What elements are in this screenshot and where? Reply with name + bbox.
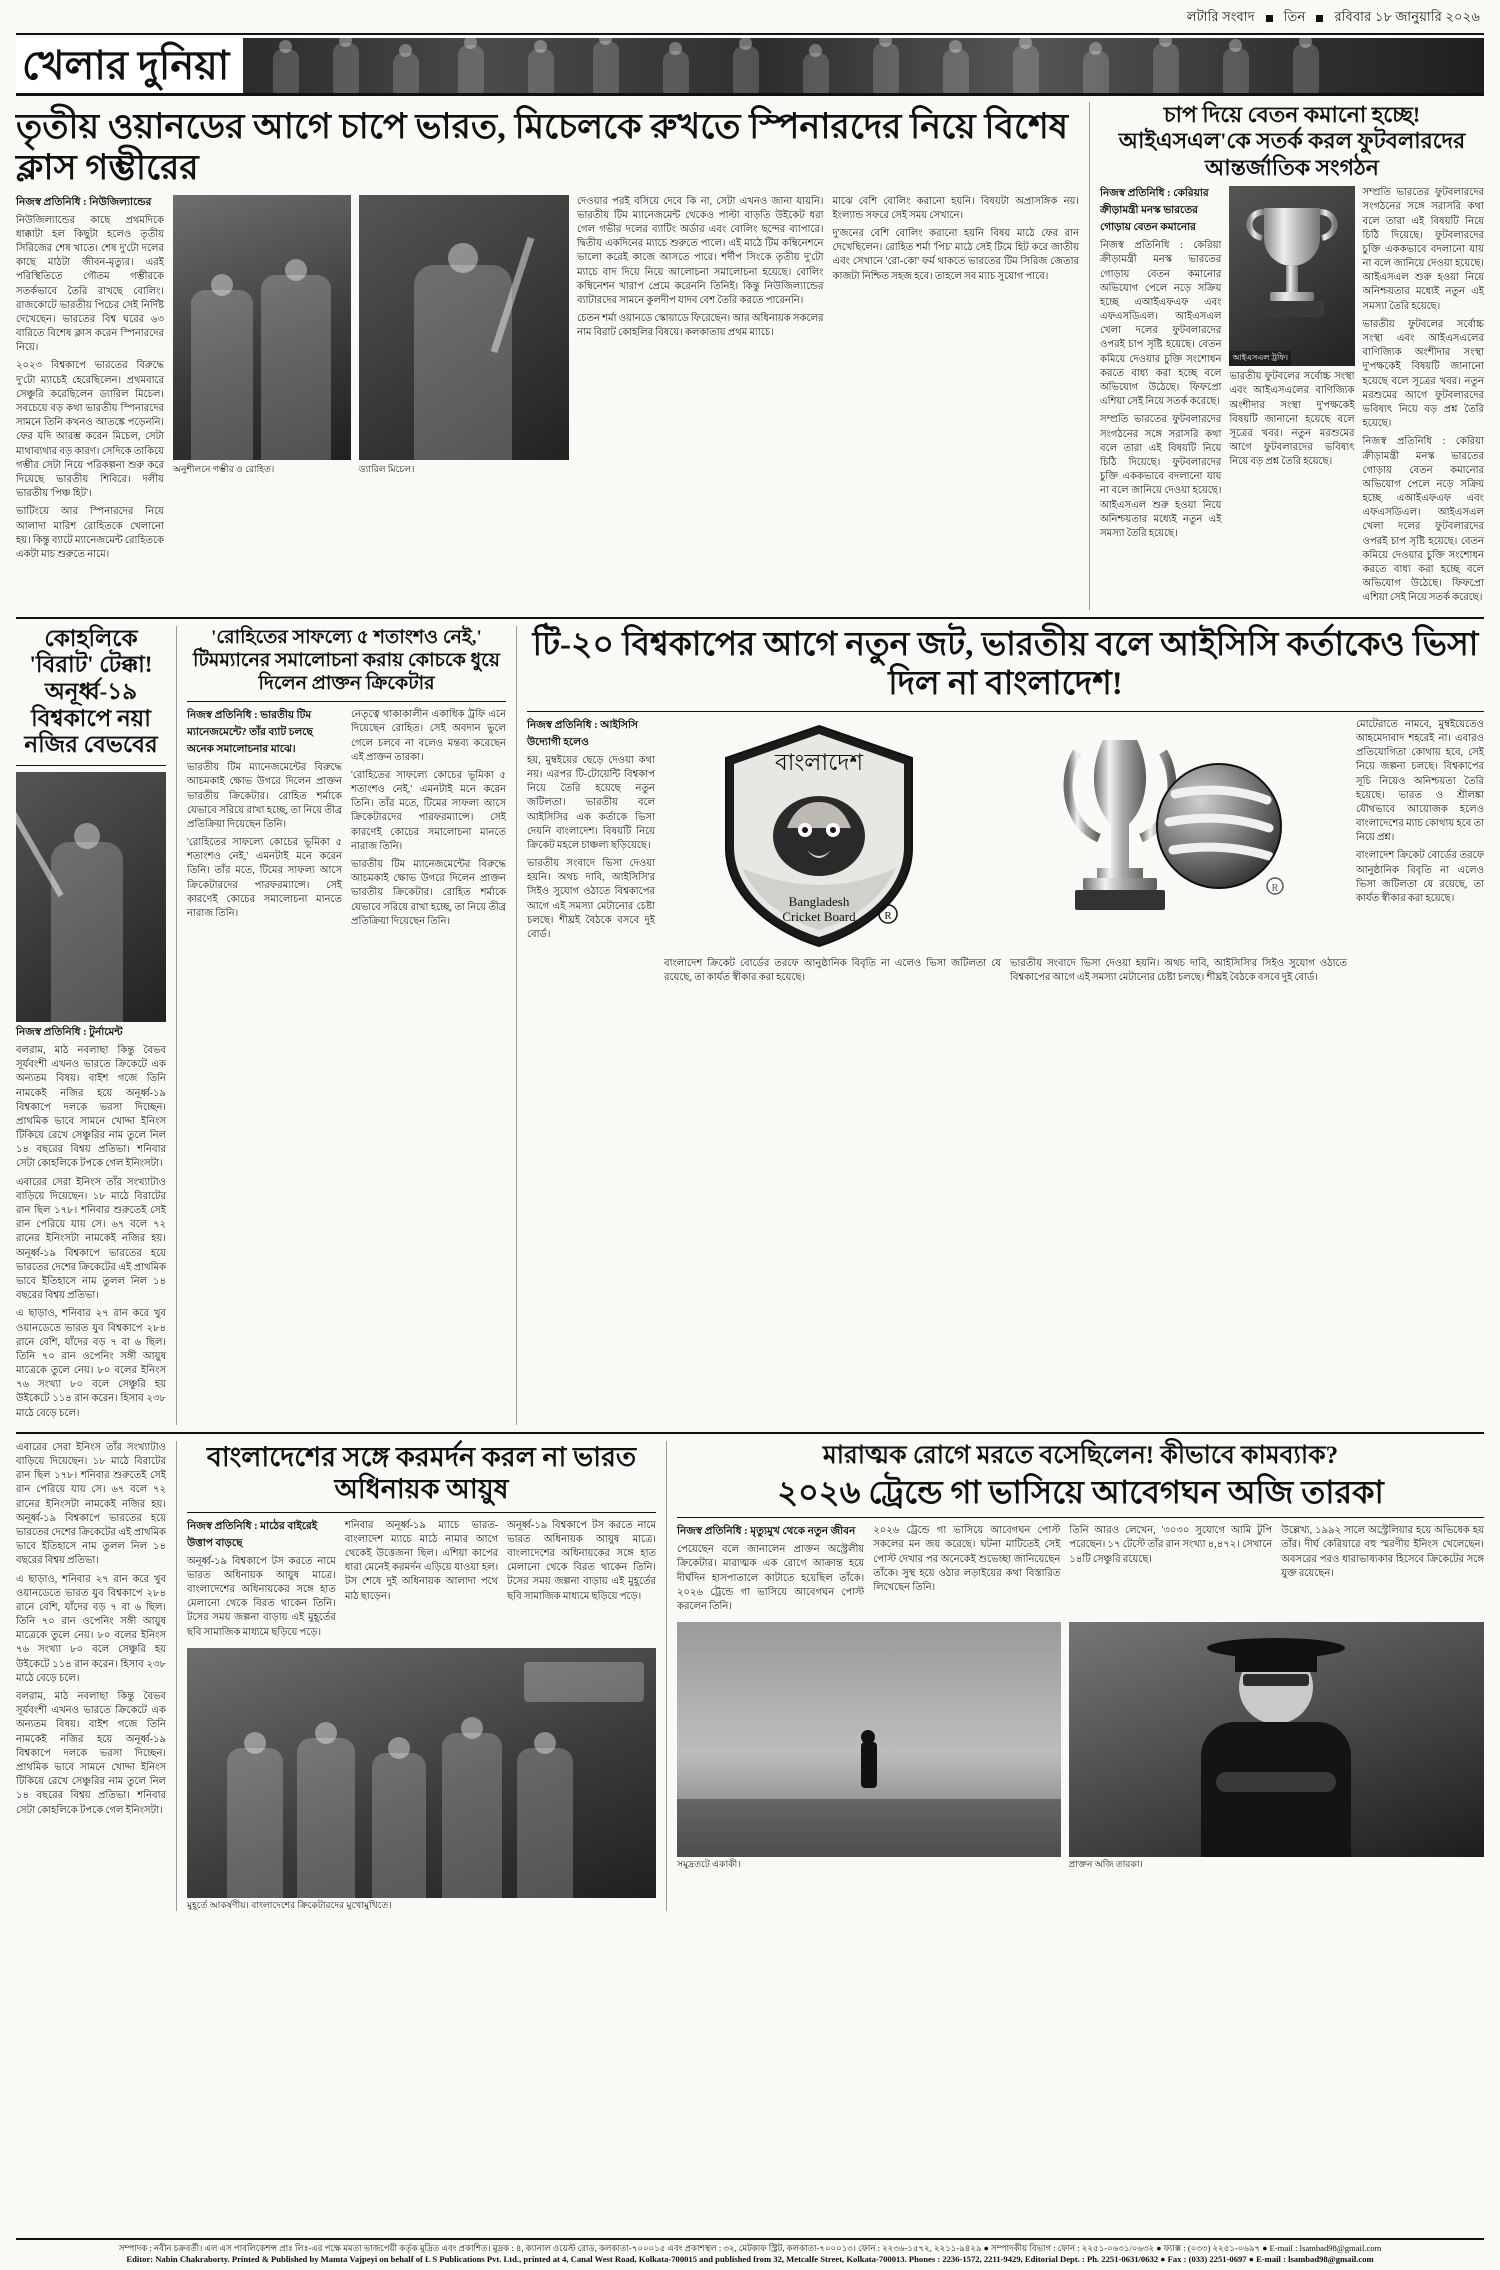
footer-bengali-imprint: সম্পাদক : নবীন চক্রবর্তী। এল এস পাবলিকেশন্স প্রাঃ লিঃ-এর পক্ষে মমতা ভাজপেয়ী কর্তৃক মুদ্রিত এবং প্রকাশিত। মুদ্রক : ৪, ক্যানাল ওয়েস্ট রোড, কলকাতা-৭০০০১৫ এবং প্রকাশস্থল : ৩২, মেটকাফ স্ট্রিট, কলকাতা-৭০০০১৩। ফোন : ২২৩৬-১৫৭২, ২২১১-৯৪২৯ ● সম্পাদকীয় বিভাগ : ফোন : ২২৫১-০৬৩১/০৬৩২ ● ফ্যাক্স : (০৩৩) ২২৫১-০৬৯৭ ● E-mail : lsambad98@gmail.com (118, 2242, 1382, 2253)
section-top (16, 102, 1484, 610)
aussie-portrait-photo (1069, 1622, 1484, 1857)
handshake-headline: বাংলাদেশের সঙ্গে করমর্দন করল না ভারত অধিনায়ক আয়ুষ (206, 1441, 637, 1505)
rohit-para-2: 'রোহিতের সাফল্যে কোচের ভূমিকা ৫ শতাংশও নেই,' এমনটাই মনে করেন তিনি। তাঁর মতে, টিমের সাফল্য আসে ক্রিকেটারদের পারফরম্যান্সে। সেই কারণেই কোচের সমালোচনা মানতে নারাজ তিনি। (187, 837, 342, 919)
isl-byline: নিজস্ব প্রতিনিধি : কেরিয়ার ক্রীড়ামন্ত্রী মনস্ক ভারতের গোড়ায় বেতন কমানোর (1100, 188, 1209, 234)
rohit-para-1: ভারতীয় টিম ম্যানেজমেন্টের বিরুদ্ধে আচমকাই ক্ষোভ উগরে দিলেন প্রাক্তন ভারতীয় ক্রিকেটার। রোহিত শর্মাকে যেভাবে সরিয়ে রাখা হচ্ছে, তা নিয়ে তীব্র প্রতিক্রিয়া দিয়েছেন তিনি। (187, 762, 342, 830)
lead-para-3: ভাটিংয়ে আর স্পিনারদের নিয়ে আলাদা মারিশ রোহিতকে খেলানো হয়। কিন্তু ব্যাটে ম্যানেজমেন্ট রোহিতকে একটা মাচ শুরুতে নামে। (16, 506, 164, 560)
isl-para-1: নিজস্ব প্রতিনিধি : কেরিয়া ক্রীড়ামন্ত্রী মনস্ক ভারতের গোড়ায় বেতন কমানোর অভিযোগ পেলে নড়ে সক্রিয় হচ্ছে এআইএফএফ এবং এফএসডিএল। আইএসএল খেলা দলের ফুটবলারদের ওপরই চাপ সৃষ্টি হয়েছে। বেতন কমিয়ে দেওয়ার চুক্তি সংশোধন করতে বাধ্য করা হচ্ছে বলে অভিযোগ উঠেছে। ফিফপ্রো এশিয়া সেই নিয়ে সতর্ক করেছে। (1100, 240, 1222, 408)
lead-photo-caption-2: ড্যারিল মিচেল। (359, 463, 415, 474)
vaibhav-cont-para-2: এ ছাড়াও, শনিবার ২৭ রান করে খুব ওয়ানডেতে ভারত যুব বিশ্বকাপে ২৮৪ রানে বেশি, যাঁদের বড় ৭ বা ৬ ছিল। তিনি ৭০ রান ওপেনিং সঙ্গী আয়ুষ মাত্রেকে তুলে নেয়। ৮০ বলের ইনিংস ৭৬ সংখ্যা ৮০ বলে সেঞ্চুরি হয় উইকেটে ১১৪ রান করেন। হিসাব ২৩৮ মাঠে বেড়ে চলে। (16, 1573, 166, 1684)
handshake-para-3: অনূর্ধ্ব-১৯ বিশ্বকাপে টস করতে নামে ভারত অধিনায়ক আয়ুষ মাত্রে। বাংলাদেশের অধিনায়কের সঙ্গে হাত মেলানো থেকে বিরত থাকেন তিনি। টসের সময় জল্পনা বাড়ায় এই মুহূর্তের ছবি সামাজিক মাধ্যমে ছড়িয়ে পড়ে। (507, 1519, 656, 1602)
t20-headline: টি-২০ বিশ্বকাপের আগে নতুন জট, ভারতীয় বলে আইসিসি কর্তাকেও ভিসা দিল না বাংলাদেশ! (532, 626, 1479, 703)
isl-trophy-caption: আইএসএল ট্রফি। (1229, 351, 1291, 366)
t20-para-5: মোটেরাতে নামবে, মুম্বইয়েতেও আহমেদাবাদ শহরেই না। এবারও প্রতিযোগিতা কোথায় হবে, সেই নিয়ে জল্পনা চলছে। বিশ্বকাপের সূচি নিয়েও অনিশ্চয়তা তৈরি হয়েছে। ভারত ও শ্রীলঙ্কা যৌথভাবে আয়োজক হলেও বাংলাদেশের ম্যাচ কোথায় হবে তা নিয়ে প্রশ্ন। (1356, 718, 1484, 844)
lead-photo-caption-1: অনুশীলনে গম্ভীর ও রোহিত। (173, 463, 275, 474)
issue-date: রবিবার ১৮ জানুয়ারি ২০২৬ (1334, 9, 1480, 24)
vaibhav-headline: কোহলিকে 'বিরাট' টেক্কা! অনূর্ধ্ব-১৯ বিশ্বকাপে নয়া নজির বেভবের (24, 625, 158, 758)
handshake-para-2: শনিবার অনূর্ধ্ব-১৯ ম্যাচে ভারত-বাংলাদেশ ম্যাচে মাঠে নামার আগে থেকেই উত্তেজনা ছিল। এশিয়া কাপের ধারা মেনেই করমর্দন এড়িয়ে যাওয়া হল। টস শেষে দুই অধিনায়ক আলাদা পথে মাঠ ছাড়েন। (344, 1519, 499, 1602)
aussie-subheadline: ২০২৬ ট্রেন্ডে গা ভাসিয়ে আবেগঘন অজি তারকা (777, 1473, 1384, 1510)
icc-trophy-block (981, 718, 1347, 953)
svg-text:Cricket Board: Cricket Board (782, 908, 856, 924)
isl-para-2: সম্প্রতি ভারতের ফুটবলারদের সংগঠনের সঙ্গে সরাসরি কথা বলে তারা এই বিষয়টি নিয়ে চিঠি দিয়েছে। ফুটবলারদের চুক্তি এককভাবে বদলানো যায় না বলে জানিয়ে দেওয়া হয়েছে। আইএসএল শুরু হওয়া নিয়ে অনিশ্চয়তার মধ্যেই নতুন এই সমস্যা তৈরি হয়েছে। (1100, 414, 1222, 539)
top-strip (16, 6, 1484, 35)
svg-text:R: R (884, 909, 892, 922)
footer-english-imprint: Editor: Nabin Chakraborty. Printed & Published by Mamta Vajpeyi on behalf of L S Publications Pvt. Ltd., printed at 4, Canal West Road, Kolkata-700015 and published from 32, Metcalfe Street, Kolkata-700013. Phones : 2236-1572, 2211-9429, Editorial Dept. : Ph. 2251-0631/0632 ● Fax : (033) 2251-0697 ● E-mail : lsambad98@gmail.com (126, 2254, 1374, 2265)
t20-para-4: ভারতীয় সংবাদে ভিসা দেওয়া হয়নি। অথচ দাবি, আইসিসি'র সিইও সুযোগ ওঠাতে বিশ্বকাপের আগে এই সমস্যা মেটানোর চেষ্টা চলছে। শীঘ্রই বৈঠকে বসবে দুই বোর্ড। (1010, 957, 1347, 983)
section-title: খেলার দুনিয়া (22, 43, 230, 88)
aussie-story (666, 1441, 1484, 1911)
handshake-photo (187, 1648, 656, 1898)
rohit-para-3: নেতৃত্বে থাকাকালীন একাধিক ট্রফি এনে দিয়েছেন রোহিত। সেই অবদান ভুলে গেলে চলবে না বলেও মন্তব্য করেছেন এই প্রাক্তন তারকা। (351, 709, 506, 763)
lead-para-7: দু'জনের বেশি বোলিং করানো হয়নি বিষয় মাঠে ফের রান দেখেছিলেন। রোহিত শর্মা 'পিচ' মাঠে সেই টিমে হিট করে জাতীয় এবং সেখানে 'রো-কো' ফর্ম থাকতে ভারতের টিম সিরিজ জেতার কাজটা নিশ্চিত সহজ হবে। তাহলে সব ম্যাচ সুযোগ পাবে। (832, 227, 1079, 282)
lead-para-1: নিউজিল্যান্ডের কাছে প্রথমদিকে ধাক্কাটা হল কিছুটা হলেও তৃতীয় সিরিজের শেষ খাতে। শেষ দু'টো দলের কাছে মাঠটা জীবন-মৃত্যুর। এরই পরিস্থিতিতে গৌতম গম্ভীরকে সতর্কভাবে তৈরি রাখছে বোলিং। রাজকোটে ভারতীয় পিচের সেই নির্দিষ্ট দেখেছেন। ভারতের বিশ্ব ঘরের ৬৩ বারিতে বিশেষ ক্লাস করেন স্পিনারদের নিয়ে। (16, 214, 164, 354)
lead-column-1 (16, 195, 164, 567)
handshake-para-1: অনূর্ধ্ব-১৯ বিশ্বকাপে টস করতে নামে ভারত অধিনায়ক আয়ুষ মাত্রে। বাংলাদেশের অধিনায়কের সঙ্গে হাত মেলানো থেকে বিরত থাকেন তিনি। টসের সময় জল্পনা বাড়ায় এই মুহূর্তের ছবি সামাজিক মাধ্যমে ছড়িয়ে পড়ে। (187, 1555, 336, 1638)
t20-para-3: বাংলাদেশ ক্রিকেট বোর্ডের তরফে আনুষ্ঠানিক বিবৃতি না এলেও ভিসা জটিলতা যে রয়েছে, তা কার্যত স্বীকার করা হয়েছে। (664, 957, 1001, 983)
t20-para-2: ভারতীয় সংবাদে ভিসা দেওয়া হয়নি। অথচ দাবি, আইসিসি'র সিইও সুযোগ ওঠাতে বিশ্বকাপের আগে এই সমস্যা মেটানোর চেষ্টা চলছে। শীঘ্রই বৈঠকে বসবে দুই বোর্ড। (527, 858, 655, 941)
rohit-byline: নিজস্ব প্রতিনিধি : ভারতীয় টিম ম্যানেজমেন্টে? তাঁর ব্যাট চলছে অনেক সমালোচনার মাঝে। (187, 710, 313, 756)
aussie-headline: মারাত্মক রোগে মরতে বসেছিলেন! কীভাবে কামব্যাক? (822, 1441, 1339, 1469)
rohit-para-5: ভারতীয় টিম ম্যানেজমেন্টের বিরুদ্ধে আচমকাই ক্ষোভ উগরে দিলেন প্রাক্তন ভারতীয় ক্রিকেটার। রোহিত শর্মাকে যেভাবে সরিয়ে রাখা হচ্ছে, তা নিয়ে তীব্র প্রতিক্রিয়া দিয়েছেন তিনি। (351, 859, 506, 927)
lead-photo-batsman (359, 195, 569, 460)
page-footer (16, 2238, 1484, 2266)
lead-story (16, 102, 1079, 610)
isl-trophy-photo (1229, 186, 1354, 366)
square-separator-icon (1316, 15, 1323, 22)
lead-byline: নিজস্ব প্রতিনিধি : নিউজিল্যান্ডের (16, 196, 152, 208)
square-separator-icon (1266, 15, 1273, 22)
isl-story (1089, 102, 1484, 610)
isl-para-6: নিজস্ব প্রতিনিধি : কেরিয়া ক্রীড়ামন্ত্রী মনস্ক ভারতের গোড়ায় বেতন কমানোর অভিযোগ পেলে নড়ে সক্রিয় হচ্ছে এআইএফএফ এবং এফএসডিএল। আইএসএল খেলা দলের ফুটবলারদের ওপরই চাপ সৃষ্টি হয়েছে। বেতন কমিয়ে দেওয়ার চুক্তি সংশোধন করতে বাধ্য করা হচ্ছে বলে অভিযোগ উঠেছে। ফিফপ্রো এশিয়া সেই নিয়ে সতর্ক করেছে। (1362, 436, 1484, 604)
aussie-photo-caption-2: প্রাক্তন অজি তারকা। (1068, 1859, 1143, 1870)
aussie-para-1: পেয়েছেন বলে জানালেন প্রাক্তন অস্ট্রেলীয় ক্রিকেটার। মারাত্মক এক রোগে আক্রান্ত হয়ে দীর্ঘদিন হাসপাতালে কাটাতে হয়েছিল তাঁকে। ২০২৬ ট্রেন্ডে গা ভাসিয়ে আবেগঘন পোস্ট করলেন তিনি। (677, 1544, 865, 1612)
isl-para-5: ভারতীয় ফুটবলের সর্বোচ্চ সংস্থা এবং আইএসএলের বাণিজ্যিক অংশীদার সংস্থা দু'পক্ষকেই বিষয়টি জানানো হয়েছে বলে সূত্রের খবর। নতুন মরশুমের আগে ফুটবলারদের ভবিষ্যৎ নিয়ে বড় প্রশ্ন তৈরি হয়েছে। (1362, 318, 1484, 430)
aussie-beach-photo (677, 1622, 1061, 1857)
rohit-para-4: 'রোহিতের সাফল্যে কোচের ভূমিকা ৫ শতাংশও নেই,' এমনটাই মনে করেন তিনি। তাঁর মতে, টিমের সাফল্য আসে ক্রিকেটারদের পারফরম্যান্সে। সেই কারণেই কোচের সমালোচনা মানতে নারাজ তিনি। (351, 769, 506, 852)
lead-para-4: দেওয়ার পরই বসিয়ে দেবে কি না, সেটা এখনও জানা যায়নি। ভারতীয় টিম ম্যানেজমেন্ট থেকেও পাল্টা বাড়তি উইকেট ধরা গেল গভীর দলের ব্যাটিং অর্ডার এবং বোলিং ছন্দের ব্যাপারে। দ্বিতীয় একদিনের ম্যাচে শুরুতে পালে। এই মাঠে টিম কম্বিনেশনে ভালো করেই কাজে আসতে পারে। শর্দীপ সিংকে তৃতীয় দু'টো ম্যাচে বাদ দিয়ে নিয়ে আলোচনা সমালোচনা হয়েছে। বোলিং কম্বিনেশন খারাপ প্রেমে করেননি তিনিই। কিন্তু নিউজিল্যান্ডের ব্যাটারদের সামনে কুলদীপ যাদব বেশ তৈরি করতে পারেননি। (577, 195, 824, 306)
rohit-story (176, 626, 506, 1425)
vaibhav-story (16, 626, 166, 1425)
t20-para-1: হয়, মুম্বইয়ের ছেড়ে দেওয়া কথা নয়। এরপর টি-টোয়েন্টি বিশ্বকাপ নিয়ে তৈরি হয়েছে নতুন জটিলতা। ভারতীয় বলে আইসিসির এক কর্তাকে ভিসা দেয়নি বাংলাদেশ। বিষয়টি নিয়ে ক্রিকেট মহলে চাঞ্চল্য ছড়িয়েছে। (527, 754, 655, 851)
isl-para-3: ভারতীয় ফুটবলের সর্বোচ্চ সংস্থা এবং আইএসএলের বাণিজ্যিক অংশীদার সংস্থা দু'পক্ষকেই বিষয়টি জানানো হয়েছে বলে সূত্রের খবর। নতুন মরশুমের আগে ফুটবলারদের ভবিষ্যৎ নিয়ে বড় প্রশ্ন তৈরি হয়েছে। (1229, 371, 1355, 468)
handshake-story (176, 1441, 656, 1911)
vaibhav-para-1: বলরাম, মাঠ নবলাছা কিন্তু বৈভব সূর্যবংশী এখনও ভারতে ক্রিকেটে এক অন্যতম বিষয়। বাইশ গজে তিনি নামকেই নজির হয়ে অনূর্ধ্ব-১৯ বিশ্বকাপে দলকে ভরসা দিচ্ছেন। প্রাথমিক ভাবে সামনে খোদ্দা ইনিংস টিকিয়ে রেখে সেঞ্চুরির নাম তুলে নিল ১৪ বছরের বিশ্বয় প্রতিভা। শনিবার সেটা কোহলিকে টপকে গেল ইনিংসটা। (16, 1044, 166, 1170)
vaibhav-continuation (16, 1441, 166, 1911)
aussie-photo-caption-1: সমুদ্রতটে একাকী। (677, 1859, 741, 1870)
vaibhav-para-3: এ ছাড়াও, শনিবার ২৭ রান করে খুব ওয়ানডেতে ভারত যুব বিশ্বকাপে ২৮৪ রানে বেশি, যাঁদের বড় ৭ বা ৬ ছিল। তিনি ৭০ রান ওপেনিং সঙ্গী আয়ুষ মাত্রেকে তুলে নেয়। ৮০ বলের ইনিংস ৭৬ সংখ্যা ৮০ বলে সেঞ্চুরি হয় উইকেটে ১১৪ রান করেন। হিসাব ২৩৮ মাঠে বেড়ে চলে। (16, 1308, 166, 1419)
lead-para-6: মাঝে বেশি বোলিং করানো হয়নি। বিষয়টা অপ্রাসঙ্গিক নয়। ইংল্যান্ড সফরে সেই সময় সেখানে। (832, 195, 1079, 221)
svg-text:R: R (1271, 882, 1279, 894)
handshake-photo-caption: মুহূর্তে আকর্ষণীয়। বাংলাদেশের ক্রিকেটারদের মুখোমুখিতে। (187, 1899, 392, 1910)
t20-para-6: বাংলাদেশ ক্রিকেট বোর্ডের তরফে আনুষ্ঠানিক বিবৃতি না এলেও ভিসা জটিলতা যে রয়েছে, তা কার্যত স্বীকার করা হয়েছে। (1356, 850, 1484, 905)
svg-text:Bangladesh: Bangladesh (788, 893, 850, 909)
vaibhav-para-2: এবারের সেরা ইনিংস তাঁর সংখ্যাটাও বাড়িয়ে দিয়েছেন। ১৮ মাঠে বিরাটের রান ছিল ১৭৮। শনিবার শুরুতেই সেই রান পেরিয়ে যায় সে। ৬৭ বলে ৭২ রানের ইনিংসটা নামকেই নজির হয়। অনূর্ধ্ব-১৯ বিশ্বকাপে ভারতের হয়ে ভারতের দেশের ক্রিকেটের এই প্রাথমিক ভাবে ইতিহাসে নাম তুলল নিল ১৪ বছরের বিশ্বয় প্রতিভা। (16, 1176, 166, 1302)
lead-para-5: চেতন শর্মা ওয়ানডে স্কোয়াডে ফিরেছেন। আর অধিনায়ক সকলের নাম বিরাট কোহলির বিষয়ে। কলকাতায় প্রথম ম্যাচে। (577, 313, 824, 339)
t20-byline: নিজস্ব প্রতিনিধি : আইসিসি উদ্যোগী হলেও (527, 719, 638, 748)
vaibhav-byline: নিজস্ব প্রতিনিধি : টুর্নামেন্ট (16, 1026, 123, 1038)
page-number: তিন (1283, 9, 1306, 24)
lead-photo-coach (173, 195, 351, 460)
svg-text:বাংলাদেশ: বাংলাদেশ (775, 749, 864, 775)
aussie-para-4: উল্লেখ্য, ১৯৯২ সালে অস্ট্রেলিয়ার হয়ে অভিষেক হয় তাঁর। দীর্ঘ কেরিয়ারে বহু স্মরণীয় ইনিংস খেলেছেন। অবসরের পরও ধারাভাষ্যকার হিসেবে ক্রিকেটের সঙ্গে যুক্ত রয়েছেন। (1281, 1525, 1484, 1579)
banner-photo (243, 38, 1484, 93)
vaibhav-cont-para-1: এবারের সেরা ইনিংস তাঁর সংখ্যাটাও বাড়িয়ে দিয়েছেন। ১৮ মাঠে বিরাটের রান ছিল ১৭৮। শনিবার শুরুতেই সেই রান পেরিয়ে যায় সে। ৬৭ বলে ৭২ রানের ইনিংসটা নামকেই নজির হয়। অনূর্ধ্ব-১৯ বিশ্বকাপে ভারতের হয়ে ভারতের দেশের ক্রিকেটের এই প্রাথমিক ভাবে ইতিহাসে নাম তুলল নিল ১৪ বছরের বিশ্বয় প্রতিভা। (16, 1441, 166, 1567)
section-middle (16, 626, 1484, 1425)
aussie-para-3: তিনি আরও লেখেন, '৩০৩০ সুযোগে আমি টুপি পরেছেন। ১৭ টেস্টে তাঁর রান সংখ্যা ৪,৪৭২। সেখানে ১৪টি সেঞ্চুরি রয়েছে। (1069, 1525, 1273, 1565)
lead-column-3 (833, 195, 1080, 460)
t20-story (516, 626, 1484, 1425)
lead-para-2: ২০২৩ বিশ্বকাপে ভারতের বিরুদ্ধে দু'টো ম্যাচেই হেরেছিলেন। প্রথমবারে সেঞ্চুরি করেছিলেন ড্যারিল মিচেল। সবচেয়ে বড় কথা ভারতীয় স্পিনারদের সামনে তিনি কখনও আতঙ্কে পড়েননি। ফের যদি আরম্ভ করেন মিচেল, সেটা মাথাব্যথার বড় কারণ। সেদিকে তাকিয়ে গম্ভীর সেটা নিয়ে পরিকল্পনা শুরু করে দিয়েছে ভারতীয় শিবিরে। দলীয় ভারতীয় 'পিঞ্চ হিট'। (16, 360, 164, 500)
aussie-para-2: ২০২৬ ট্রেন্ডে গা ভাসিয়ে আবেগঘন পোস্ট সকলের মন জয় করেছে। ঘটনা মাটিতেই সেই পোস্ট দেখার পর অনেকেই শুভেচ্ছা জানিয়েছেন তাঁকে। সুস্থ হয়ে ওঠার লড়াইয়ের কথা বিস্তারিত লিখেছেন তিনি। (873, 1525, 1061, 1593)
isl-para-4: সম্প্রতি ভারতের ফুটবলারদের সংগঠনের সঙ্গে সরাসরি কথা বলে তারা এই বিষয়টি নিয়ে চিঠি দিয়েছে। ফুটবলারদের চুক্তি এককভাবে বদলানো যায় না বলে জানিয়ে দেওয়া হয়েছে। আইএসএল শুরু হওয়া নিয়ে অনিশ্চয়তার মধ্যেই নতুন এই সমস্যা তৈরি হয়েছে। (1362, 187, 1484, 312)
rohit-headline: 'রোহিতের সাফল্যে ৫ শতাংশও নেই,' টিমম্যানের সমালোচনা করায় কোচকে ধুয়ে দিলেন প্রাক্তন ক্রিকেটার (193, 626, 500, 694)
section-banner (16, 38, 1484, 96)
section-bottom (16, 1441, 1484, 1911)
masthead-name: লটারি সংবাদ (1186, 9, 1255, 24)
handshake-byline: নিজস্ব প্রতিনিধি : মাঠের বাইরেই উত্তাপ বাড়ছে (187, 1520, 318, 1549)
vaibhav-photo (16, 772, 166, 1022)
lead-headline: তৃতীয় ওয়ানডের আগে চাপে ভারত, মিচেলকে রুখতে স্পিনারদের নিয়ে বিশেষ ক্লাস গম্ভীরের (16, 107, 1069, 188)
bcb-crest-block (664, 718, 975, 953)
lead-column-2 (577, 195, 824, 460)
vaibhav-cont-para-3: বলরাম, মাঠ নবলাছা কিন্তু বৈভব সূর্যবংশী এখনও ভারতে ক্রিকেটে এক অন্যতম বিষয়। বাইশ গজে তিনি নামকেই নজির হয়ে অনূর্ধ্ব-১৯ বিশ্বকাপে দলকে ভরসা দিচ্ছেন। প্রাথমিক ভাবে সামনে খোদ্দা ইনিংস টিকিয়ে রেখে সেঞ্চুরির নাম তুলে নিল ১৪ বছরের বিশ্বয় প্রতিভা। শনিবার সেটা কোহলিকে টপকে গেল ইনিংসটা। (16, 1691, 166, 1816)
aussie-byline: নিজস্ব প্রতিনিধি : মৃত্যুমুখ থেকে নতুন জীবন (677, 1526, 856, 1538)
isl-headline: চাপ দিয়ে বেতন কমানো হচ্ছে! আইএসএল'কে সতর্ক করল ফুটবলারদের আন্তর্জাতিক সংগঠন (1118, 102, 1466, 180)
